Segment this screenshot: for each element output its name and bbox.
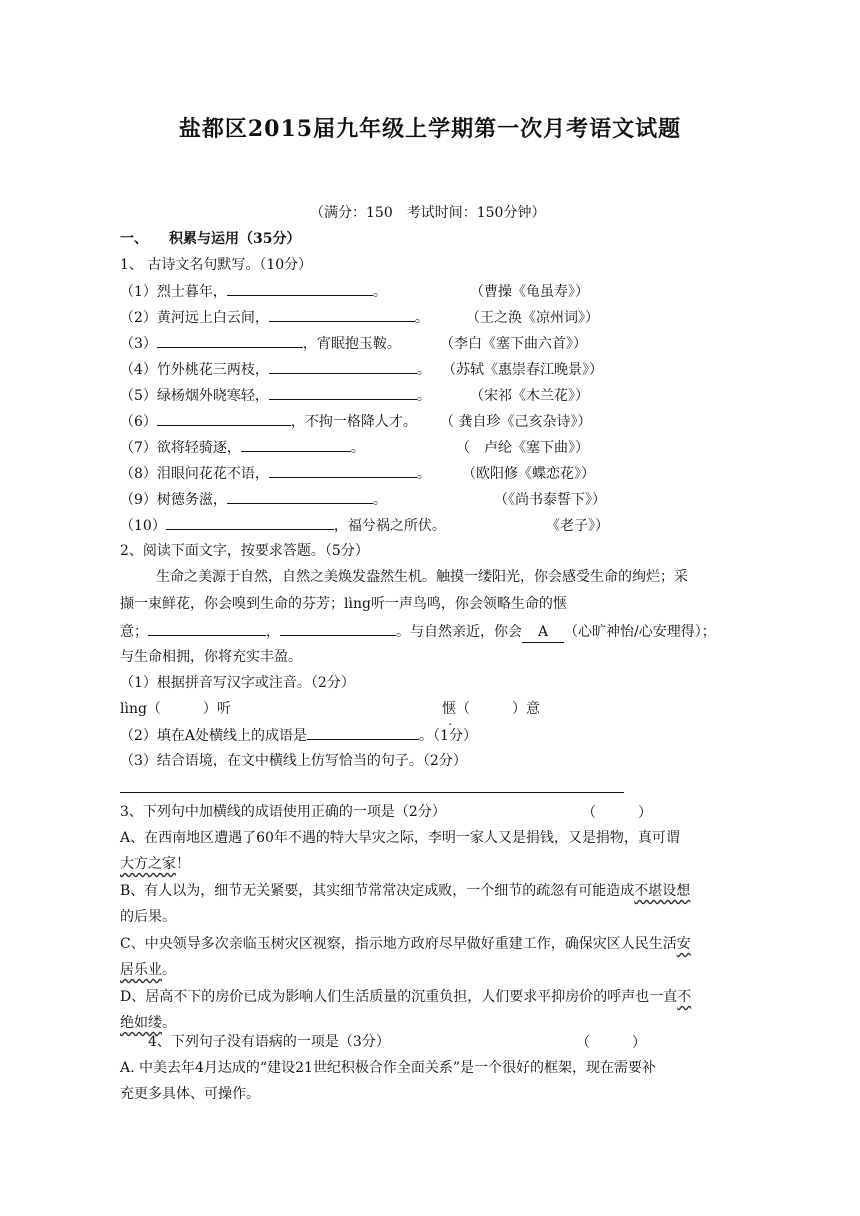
option-c-line-1: C、中央领导多次亲临玉树灾区视察，指示地方政府尽早做好重建工作，确保灾区人民生活安: [120, 936, 691, 952]
option-a-line-2: 大方之家！: [120, 856, 190, 872]
passage-line-2: 撷一束鲜花，你会嗅到生命的芬芳；lìng听一声鸟鸣，你会领略生命的惬: [120, 596, 567, 612]
answer-blank[interactable]: [227, 281, 373, 296]
poem-source: （李白《塞下曲六首》）: [440, 336, 587, 352]
poem-item-9: （9）树德务滋， 。: [120, 489, 387, 510]
poem-item-5: （5）绿杨烟外晓寒轻， 。: [120, 385, 431, 406]
option-b-line-2: 的后果。: [120, 909, 176, 925]
option-a-line-1: A、在西南地区遭遇了60年不遇的特大旱灾之际，李明一家人又是捐钱，又是捐物，真可谓: [120, 830, 680, 846]
answer-parens[interactable]: （ ）: [582, 805, 652, 821]
sub-question-1: （1）根据拼音写汉字或注音。（2分）: [120, 675, 355, 691]
poem-source: （《尚书泰誓下》）: [494, 492, 606, 508]
answer-blank[interactable]: [157, 333, 303, 348]
option-c-line-2: 居乐业。: [120, 962, 176, 978]
poem-source: 《老子》）: [546, 518, 609, 534]
idiom-underlined: 不堪设想: [634, 883, 691, 899]
question-1-heading: 1、 古诗文名句默写。（10分）: [120, 257, 313, 273]
sub-question-2: （2）填在A处横线上的成语是 。（1分）: [120, 725, 477, 746]
poem-source: （苏轼《惠崇春江晚景》）: [442, 362, 603, 378]
idiom-underlined: 安: [676, 936, 691, 952]
passage-line-3: 意； ， 。与自然亲近，你会 A （心旷神怡/心安理得）；: [120, 621, 716, 643]
exam-title: 盐都区2015届九年级上学期第一次月考语文试题: [178, 116, 682, 142]
poem-item-4: （4）竹外桃花三两枝， 。: [120, 359, 431, 380]
emphasis-char: 惬: [442, 701, 456, 717]
answer-blank[interactable]: [269, 463, 417, 478]
blank-a[interactable]: A: [522, 622, 564, 643]
exam-info: （满分：150 考试时间：150分钟）: [310, 205, 546, 221]
poem-item-1: （1）烈士暮年， 。: [120, 281, 387, 302]
poem-source: （ 龚自珍《己亥杂诗》）: [440, 414, 592, 430]
idiom-underlined: 不: [677, 989, 692, 1005]
answer-blank[interactable]: [269, 359, 417, 374]
idiom-underlined: 居乐业: [120, 962, 162, 978]
question-2-heading: 2、阅读下面文字，按要求答题。（5分）: [120, 543, 369, 559]
section-heading: 一、 积累与运用（35分）: [120, 231, 301, 247]
poem-item-7: （7）欲将轻骑逐， 。: [120, 437, 365, 458]
poem-source: （曹操《龟虽寿》）: [470, 284, 589, 300]
poem-item-10: （10） ，福兮祸之所伏。: [120, 515, 446, 536]
answer-blank[interactable]: [307, 725, 419, 740]
answer-blank[interactable]: [166, 515, 334, 530]
passage-line-4: 与生命相拥，你将充实丰盈。: [120, 649, 302, 665]
sub-question-3: （3）结合语境，在文中横线上仿写恰当的句子。（2分）: [120, 753, 467, 769]
pinyin-qie: 惬（ ）意: [442, 701, 540, 717]
poem-item-6: （6） ，不拘一格降人才。: [120, 411, 417, 432]
answer-blank[interactable]: [157, 411, 291, 426]
poem-source: （宋祁《木兰花》）: [470, 388, 589, 404]
option-d-line-1: D、居高不下的房价已成为影响人们生活质量的沉重负担，人们要求平抑房价的呼声也一直不: [120, 989, 692, 1005]
poem-item-8: （8）泪眼问花花不语， 。: [120, 463, 431, 484]
answer-parens[interactable]: （ ）: [576, 1035, 646, 1051]
poem-source: （欧阳修《蝶恋花》）: [462, 466, 595, 482]
poem-source: （王之涣《凉州词》）: [466, 310, 599, 326]
poem-item-3: （3） ，宵眠抱玉鞍。: [120, 333, 401, 354]
idiom-underlined: 大方之家: [120, 856, 176, 872]
answer-blank[interactable]: [269, 385, 417, 400]
answer-blank[interactable]: [227, 489, 373, 504]
option-a-line-1: A. 中美去年4月达成的“建设21世纪积极合作全面关系”是一个很好的框架，现在需要补: [120, 1060, 657, 1076]
option-a-line-2: 充更多具体、可操作。: [120, 1086, 260, 1102]
answer-blank[interactable]: [280, 621, 396, 636]
pinyin-ling: lìng（ ）听: [120, 701, 231, 717]
idiom-underlined: 绝如缕: [120, 1015, 162, 1031]
question-3-heading: 3、下列句中加横线的成语使用正确的一项是（2分）: [120, 804, 446, 820]
question-4-heading: 4、下列句子没有语病的一项是（3分）: [148, 1034, 390, 1050]
answer-blank[interactable]: [241, 437, 351, 452]
option-d-line-2: 绝如缕。: [120, 1015, 176, 1031]
answer-line[interactable]: [120, 792, 624, 793]
answer-blank[interactable]: [148, 621, 266, 636]
poem-source: （ 卢纶《塞下曲》）: [456, 440, 589, 456]
poem-item-2: （2）黄河远上白云间， 。: [120, 307, 429, 328]
answer-blank[interactable]: [269, 307, 415, 322]
option-b-line-1: B、有人以为，细节无关紧要，其实细节常常决定成败，一个细节的疏忽有可能造成不堪设想: [120, 883, 691, 899]
passage-line-1: 生命之美源于自然，自然之美焕发盎然生机。触摸一缕阳光，你会感受生命的绚烂；采: [156, 569, 688, 585]
